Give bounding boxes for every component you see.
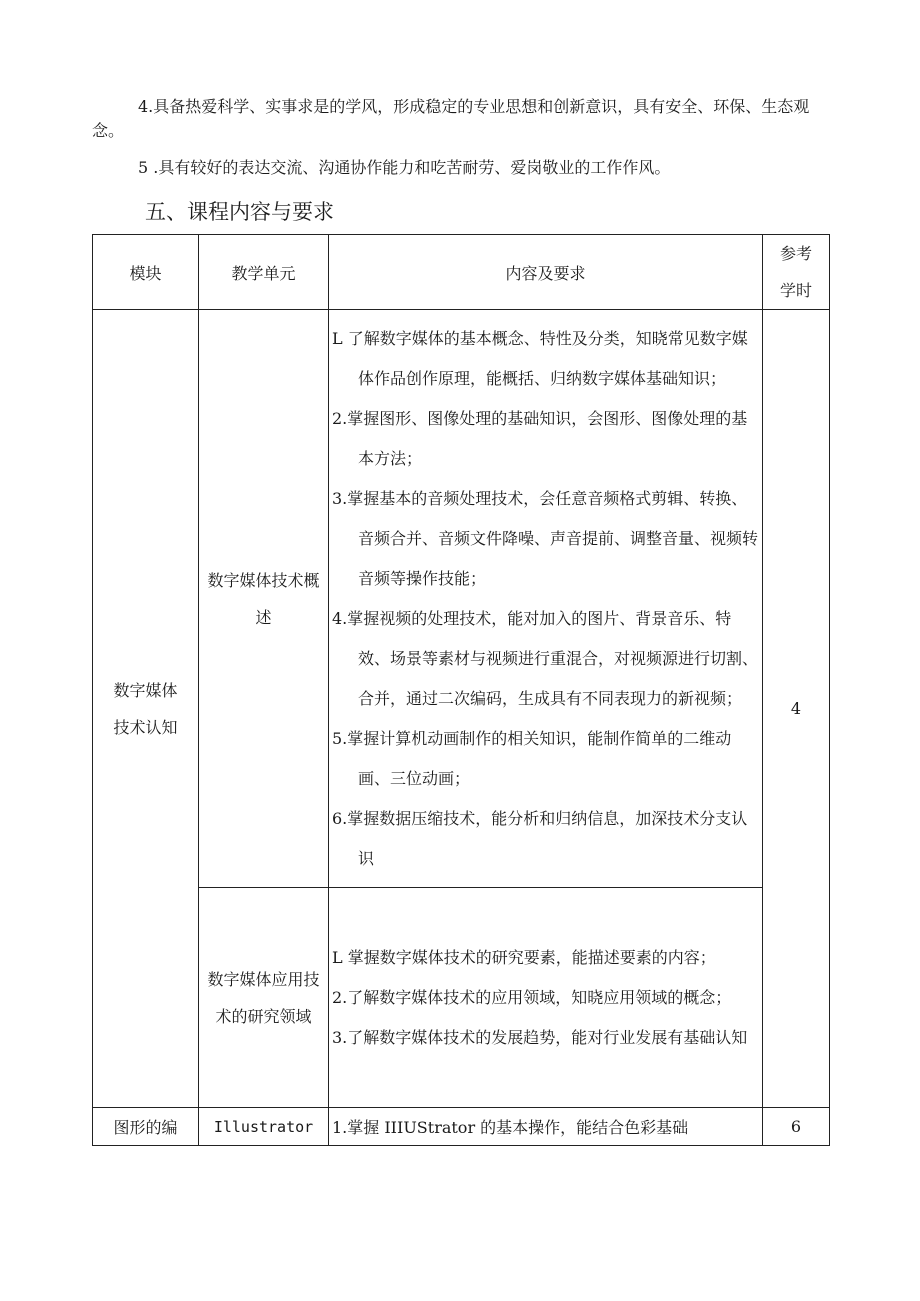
unit-cell (199, 888, 329, 1108)
header-unit: 教学单元 (199, 235, 329, 310)
unit-name-line1: 数字媒体应用技 (207, 969, 320, 989)
header-hours (763, 235, 830, 310)
content-item: L 了解数字媒体的基本概念、特性及分类，知晓常见数字媒体作品创作原理，能概括、归纳数字媒体基础知识； (332, 328, 748, 388)
header-hours-line1: 参考 (779, 244, 812, 263)
content-item: L 掌握数字媒体技术的研究要素，能描述要素的内容； (332, 947, 716, 967)
content-item: 5.掌握计算机动画制作的相关知识，能制作简单的二维动画、三位动画； (332, 728, 732, 788)
module-name-line2: 技术认知 (113, 717, 178, 737)
table-row (93, 888, 830, 1108)
hours-cell: 6 (763, 1108, 830, 1146)
content-item: 3.了解数字媒体技术的发展趋势，能对行业发展有基础认知 (332, 1027, 748, 1047)
module-name-line1: 数字媒体 (113, 680, 178, 700)
content-item: 1.掌握 IIIUStrator 的基本操作，能结合色彩基础 (332, 1118, 689, 1137)
content-cell (329, 310, 763, 888)
unit-cell (199, 310, 329, 888)
content-item: 6.掌握数据压缩技术，能分析和归纳信息，加深技术分支认识 (332, 808, 748, 868)
unit-cell: Illustrator (199, 1108, 329, 1146)
hours-cell: 4 (763, 310, 830, 1108)
header-content: 内容及要求 (329, 235, 763, 310)
table-row (93, 1108, 830, 1146)
unit-name-line2: 术的研究领域 (215, 1006, 312, 1026)
section-heading: 五、课程内容与要求 (145, 200, 334, 224)
table-header-row (93, 235, 830, 310)
header-hours-line2: 学时 (779, 281, 812, 300)
course-content-table (92, 234, 830, 1146)
content-item: 2.了解数字媒体技术的应用领域，知晓应用领域的概念； (332, 987, 732, 1007)
content-item: 3.掌握基本的音频处理技术，会任意音频格式剪辑、转换、音频合并、音频文件降噪、声音提前、调整音量、视频转音频等操作技能； (332, 488, 759, 588)
content-item: 2.掌握图形、图像处理的基础知识，会图形、图像处理的基本方法； (332, 408, 748, 468)
header-module: 模块 (93, 235, 199, 310)
unit-name-line1: 数字媒体技术概 (207, 570, 320, 590)
content-cell (329, 888, 763, 1108)
content-item: 4.掌握视频的处理技术，能对加入的图片、背景音乐、特效、场景等素材与视频进行重混合，对视频源进行切割、合并，通过二次编码，生成具有不同表现力的新视频； (332, 608, 759, 708)
objective-paragraph-5: 5 .具有较好的表达交流、沟通协作能力和吃苦耐劳、爱岗敬业的工作作风。 (138, 158, 671, 177)
table-row (93, 310, 830, 888)
content-cell (329, 1108, 763, 1146)
module-cell (93, 310, 199, 1108)
objective-paragraph-4: 4.具备热爱科学、实事求是的学风，形成稳定的专业思想和创新意识，具有安全、环保、生态观念。 (92, 97, 810, 140)
module-cell: 图形的编 (93, 1108, 199, 1146)
unit-name-line2: 述 (255, 607, 272, 627)
